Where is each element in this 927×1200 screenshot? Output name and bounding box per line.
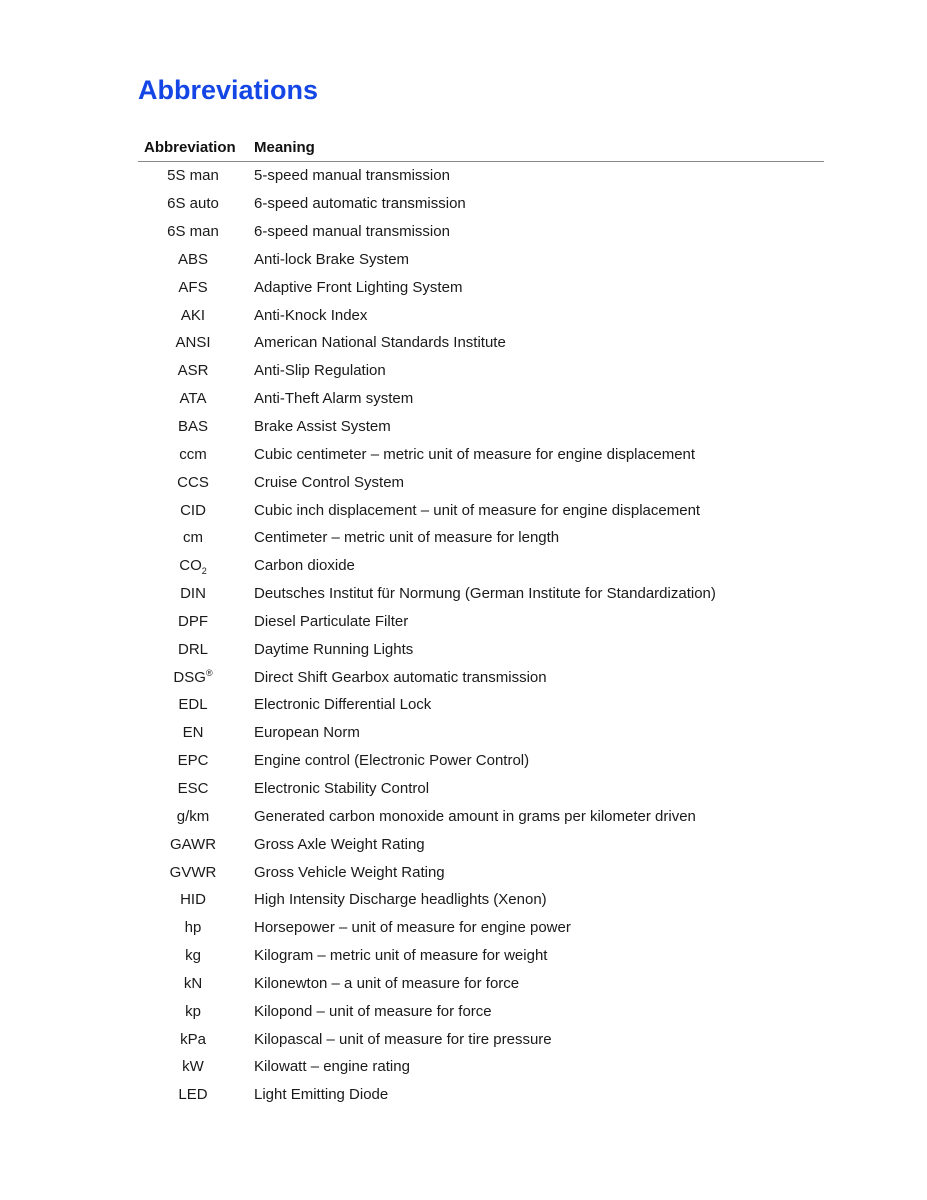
abbreviation-cell	[138, 1031, 248, 1048]
abbreviation-cell	[138, 641, 248, 658]
abbreviation-text: g/km	[176, 807, 210, 825]
abbreviation-cell	[138, 1003, 248, 1020]
abbreviation-cell	[138, 390, 248, 407]
abbreviation-cell	[138, 251, 248, 268]
abbreviation-cell	[138, 780, 248, 797]
abbreviation-text: GAWR	[169, 835, 217, 853]
table-row	[138, 830, 824, 858]
abbreviation-cell	[138, 1086, 248, 1103]
abbreviation-text: CCS	[177, 473, 209, 491]
abbreviation-cell	[138, 307, 248, 324]
abbreviation-text: 6S auto	[167, 195, 219, 213]
abbreviation-text: DIN	[180, 585, 206, 603]
meaning-cell: 5-speed manual transmission	[254, 167, 450, 185]
abbreviation-text: DRL	[177, 640, 208, 658]
abbreviation-text: hp	[184, 919, 202, 937]
table-header	[138, 133, 824, 162]
table-row	[138, 1025, 824, 1053]
meaning-cell: Kilopond – unit of measure for force	[254, 1002, 492, 1020]
meaning-cell: High Intensity Discharge headlights (Xenon)	[254, 891, 547, 909]
column-header-abbreviation: Abbreviation	[144, 138, 236, 156]
abbreviation-text: cm	[183, 529, 203, 547]
abbreviation-superscript: ®	[205, 667, 213, 678]
abbreviation-text: CID	[180, 501, 206, 519]
abbreviation-cell	[138, 557, 248, 577]
meaning-cell: Direct Shift Gearbox automatic transmission	[254, 668, 547, 686]
abbreviation-text: ATA	[179, 390, 207, 408]
table-row	[138, 552, 824, 580]
abbreviation-cell	[138, 724, 248, 741]
table-row	[138, 357, 824, 385]
table-row	[138, 747, 824, 775]
abbreviation-cell	[138, 279, 248, 296]
abbreviation-text: DPF	[178, 612, 208, 630]
table-row	[138, 580, 824, 608]
abbreviation-cell	[138, 223, 248, 240]
table-row	[138, 691, 824, 719]
table-row	[138, 468, 824, 496]
abbreviation-text: ANSI	[175, 334, 211, 352]
table-row	[138, 385, 824, 413]
abbreviation-text: kg	[185, 947, 201, 965]
table-row	[138, 635, 824, 663]
meaning-cell: Kilopascal – unit of measure for tire pressure	[254, 1030, 552, 1048]
abbreviation-text: 6S man	[167, 223, 219, 241]
abbreviation-text: 5S man	[167, 167, 219, 185]
abbreviation-subscript: 2	[201, 566, 207, 577]
abbreviation-text: LED	[178, 1086, 208, 1104]
table-row	[138, 942, 824, 970]
table-row	[138, 775, 824, 803]
meaning-cell: Gross Vehicle Weight Rating	[254, 863, 445, 881]
table-row	[138, 802, 824, 830]
table-row	[138, 858, 824, 886]
meaning-cell: Daytime Running Lights	[254, 640, 414, 658]
abbreviation-text: DSG	[173, 668, 206, 686]
table-row	[138, 329, 824, 357]
abbreviation-text: ccm	[179, 445, 207, 463]
meaning-cell: Anti-Theft Alarm system	[254, 390, 414, 408]
meaning-cell: Kilonewton – a unit of measure for force	[254, 974, 520, 992]
table-row	[138, 886, 824, 914]
meaning-cell: Adaptive Front Lighting System	[254, 278, 463, 296]
abbreviation-cell	[138, 167, 248, 184]
table-row	[138, 608, 824, 636]
abbreviation-text: AKI	[180, 306, 206, 324]
meaning-cell: Anti-Slip Regulation	[254, 362, 386, 380]
abbreviation-cell	[138, 975, 248, 992]
meaning-cell: American National Standards Institute	[254, 334, 506, 352]
abbreviation-text: AFS	[178, 278, 208, 296]
table-row	[138, 663, 824, 691]
meaning-cell: 6-speed automatic transmission	[254, 195, 466, 213]
abbreviation-cell	[138, 446, 248, 463]
abbreviation-cell	[138, 752, 248, 769]
meaning-cell: Electronic Stability Control	[254, 779, 430, 797]
abbreviation-cell	[138, 474, 248, 491]
abbreviation-text: ABS	[177, 250, 208, 268]
abbreviation-cell	[138, 864, 248, 881]
meaning-cell: Diesel Particulate Filter	[254, 612, 409, 630]
abbreviation-text: kN	[183, 974, 203, 992]
meaning-cell: Cruise Control System	[254, 473, 405, 491]
abbreviation-cell	[138, 502, 248, 519]
table-body	[138, 162, 824, 1109]
abbreviation-text: kW	[182, 1058, 204, 1076]
abbreviation-text: EPC	[177, 752, 209, 770]
table-row	[138, 1053, 824, 1081]
table-row	[138, 969, 824, 997]
meaning-cell: Anti-Knock Index	[254, 306, 368, 324]
meaning-cell: European Norm	[254, 724, 360, 742]
abbreviation-text: kPa	[180, 1030, 206, 1048]
column-header-meaning: Meaning	[254, 138, 315, 156]
abbreviation-cell	[138, 1058, 248, 1075]
meaning-cell: Anti-lock Brake System	[254, 250, 410, 268]
meaning-cell: Kilogram – metric unit of measure for weight	[254, 947, 548, 965]
abbreviations-table	[138, 133, 824, 1109]
abbreviation-text: ASR	[177, 362, 209, 380]
meaning-cell: Centimeter – metric unit of measure for length	[254, 529, 560, 547]
table-row	[138, 413, 824, 441]
meaning-cell: Cubic inch displacement – unit of measure for engine displacement	[254, 501, 701, 519]
abbreviation-cell	[138, 418, 248, 435]
meaning-cell: Horsepower – unit of measure for engine power	[254, 919, 571, 937]
abbreviation-text: ESC	[177, 779, 209, 797]
table-row	[138, 496, 824, 524]
abbreviation-text: kp	[185, 1002, 201, 1020]
abbreviation-text: EDL	[178, 696, 208, 714]
meaning-cell: Brake Assist System	[254, 418, 391, 436]
table-row	[138, 440, 824, 468]
meaning-cell: Gross Axle Weight Rating	[254, 835, 425, 853]
page-title: Abbreviations	[138, 75, 319, 105]
abbreviation-cell	[138, 529, 248, 546]
meaning-cell: Engine control (Electronic Power Control)	[254, 752, 530, 770]
meaning-cell: 6-speed manual transmission	[254, 223, 450, 241]
table-row	[138, 273, 824, 301]
meaning-cell: Carbon dioxide	[254, 557, 355, 575]
abbreviation-text: BAS	[177, 418, 208, 436]
abbreviation-cell	[138, 696, 248, 713]
abbreviation-cell	[138, 891, 248, 908]
table-row	[138, 997, 824, 1025]
abbreviation-text: GVWR	[169, 863, 217, 881]
abbreviation-cell	[138, 947, 248, 964]
table-row	[138, 1081, 824, 1109]
table-row	[138, 914, 824, 942]
abbreviation-cell	[138, 613, 248, 630]
abbreviation-cell	[138, 808, 248, 825]
table-row	[138, 301, 824, 329]
meaning-cell: Generated carbon monoxide amount in grams per kilometer driven	[254, 807, 696, 825]
table-row	[138, 524, 824, 552]
abbreviation-cell	[138, 362, 248, 379]
abbreviation-cell	[138, 585, 248, 602]
table-row	[138, 246, 824, 274]
meaning-cell: Kilowatt – engine rating	[254, 1058, 410, 1076]
abbreviation-cell	[138, 669, 248, 686]
table-row	[138, 218, 824, 246]
meaning-cell: Electronic Differential Lock	[254, 696, 432, 714]
meaning-cell: Cubic centimeter – metric unit of measure for engine displacement	[254, 445, 696, 463]
abbreviation-text: EN	[182, 724, 204, 742]
abbreviation-cell	[138, 836, 248, 853]
abbreviation-text: CO	[179, 557, 202, 575]
table-row	[138, 719, 824, 747]
abbreviation-cell	[138, 195, 248, 212]
table-row	[138, 162, 824, 190]
abbreviation-text: HID	[180, 891, 206, 909]
meaning-cell: Deutsches Institut für Normung (German Institute for Standardization)	[254, 585, 716, 603]
table-row	[138, 190, 824, 218]
abbreviation-cell	[138, 334, 248, 351]
abbreviation-cell	[138, 919, 248, 936]
meaning-cell: Light Emitting Diode	[254, 1086, 389, 1104]
